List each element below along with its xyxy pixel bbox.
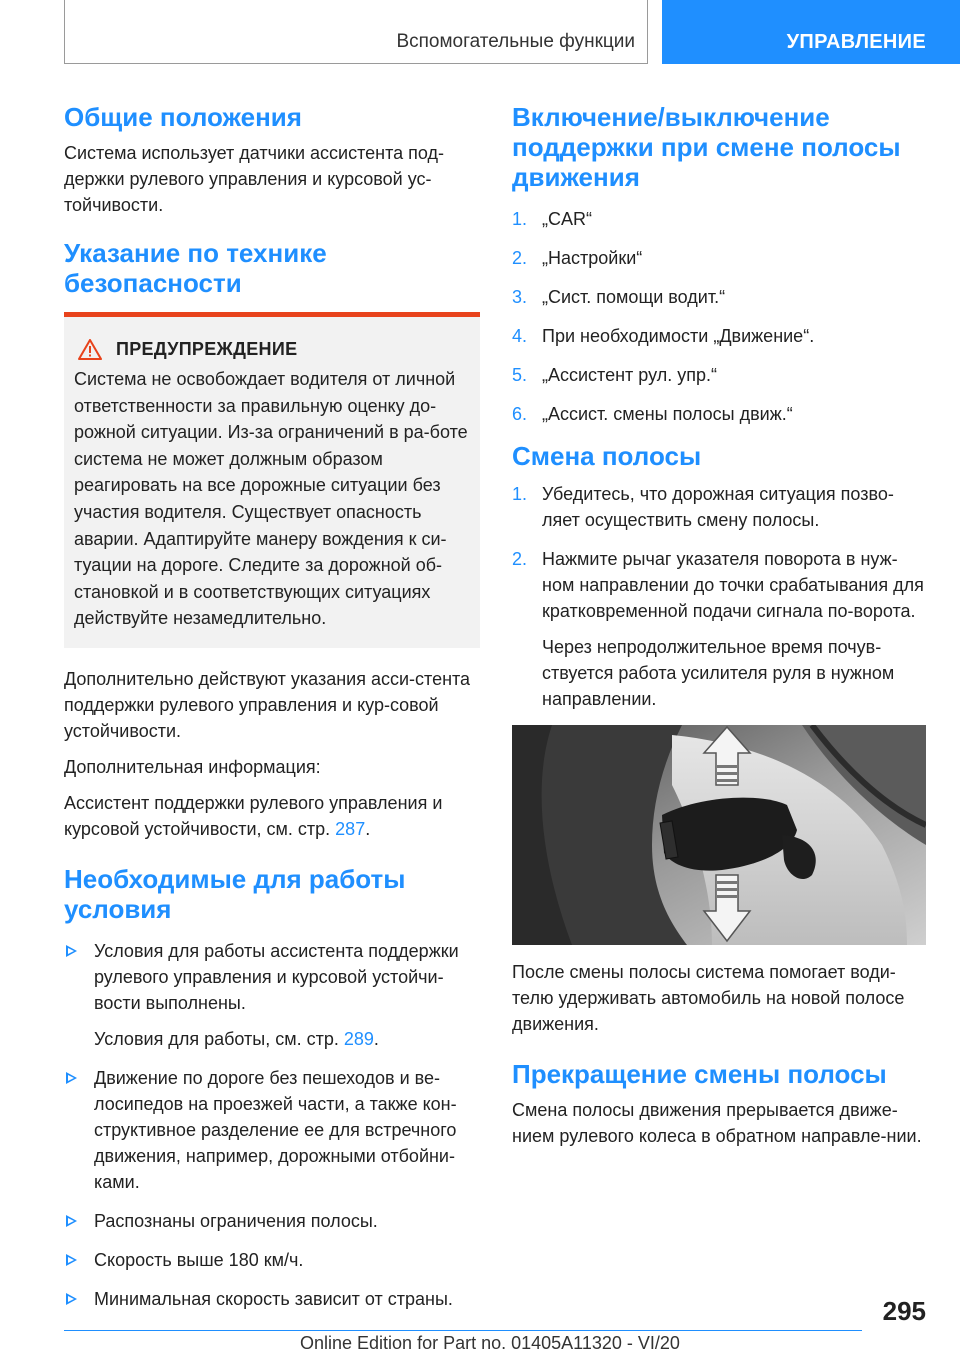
list-item xyxy=(64,1208,480,1234)
change-section xyxy=(512,441,926,1037)
step-text: При необходимости „Движение“. xyxy=(542,326,815,346)
step-number: 1. xyxy=(512,209,528,229)
requirement-text: Движение по дороге без пешеходов и ве-лосипедов на проезжей части, а также кон-структивное разделение ее для встречного движения, например, дорожными отбойни-ками. xyxy=(94,1067,457,1192)
toggle-heading: Включение/выключение поддержки при смене полосы движения xyxy=(512,102,901,192)
requirements-list xyxy=(64,938,480,1312)
toggle-steps xyxy=(512,206,926,427)
cancel-text: Смена полосы движения прерывается движе-нием рулевого колеса в обратном направле-нии. xyxy=(512,1100,922,1146)
step-number: 4. xyxy=(512,326,528,346)
requirement-text: Распознаны ограничения полосы. xyxy=(94,1210,378,1231)
warning-triangle-icon xyxy=(78,339,102,360)
bullet-triangle-icon xyxy=(66,1072,77,1084)
safety-paragraph-3 xyxy=(64,790,480,842)
step-number: 6. xyxy=(512,404,528,424)
bullet-triangle-icon xyxy=(66,945,77,957)
step-item xyxy=(512,401,926,427)
requirements-section xyxy=(64,864,480,1312)
requirement-text: Скорость выше 180 км/ч. xyxy=(94,1249,304,1270)
step-number: 2. xyxy=(512,549,528,569)
header-section-title: Вспомогательные функции xyxy=(396,31,635,52)
header-chapter-box xyxy=(662,0,960,64)
left-column xyxy=(64,102,480,1325)
bullet-triangle-icon xyxy=(66,1254,77,1266)
safety-section xyxy=(64,238,480,842)
list-item xyxy=(64,1065,480,1195)
page-link-289[interactable]: 289 xyxy=(343,1028,374,1049)
step-text: Убедитесь, что дорожная ситуация позво-ляет осуществить смену полосы. xyxy=(542,484,894,530)
step-item xyxy=(512,362,926,388)
step-note: Через непродолжительное время почув-ствуется работа усилителя руля в нужном направлении. xyxy=(542,637,895,709)
header-chapter-title: УПРАВЛЕНИЕ xyxy=(786,31,926,53)
toggle-section xyxy=(512,102,926,427)
footer-edition: Online Edition for Part no. 01405A11320 - VI/20 xyxy=(300,1333,680,1353)
step-text: „CAR“ xyxy=(542,209,592,229)
after-change-text: После смены полосы система помогает води-телю удерживать автомобиль на новой полосе движения. xyxy=(512,962,905,1034)
requirement-text: Условия для работы ассистента поддержки рулевого управления и курсовой устойчи-вости выполнены. xyxy=(94,940,459,1013)
requirements-heading: Необходимые для работы условия xyxy=(64,863,406,924)
safety-paragraph-1: Дополнительно действуют указания асси-стента поддержки рулевого управления и кур-совой устойчивости. xyxy=(64,668,471,741)
step-item xyxy=(512,546,926,712)
cancel-heading: Прекращение смены полосы xyxy=(512,1059,887,1089)
page-link-287[interactable]: 287 xyxy=(335,818,366,839)
requirement-ref-text: Условия для работы, см. стр. xyxy=(94,1028,344,1049)
step-text: „Ассистент рул. упр.“ xyxy=(542,365,717,385)
step-number: 2. xyxy=(512,248,528,268)
step-number: 5. xyxy=(512,365,528,385)
step-item xyxy=(512,245,926,271)
change-steps xyxy=(512,481,926,712)
general-heading: Общие положения xyxy=(64,102,302,132)
requirement-ref xyxy=(94,1026,480,1052)
step-number: 1. xyxy=(512,484,528,504)
header-section-box xyxy=(64,0,648,64)
safety-paragraph-2: Дополнительная информация: xyxy=(64,756,321,777)
list-item xyxy=(64,1247,480,1273)
safety-ref-end: . xyxy=(365,818,371,839)
step-text: „Ассист. смены полосы движ.“ xyxy=(542,404,793,424)
step-text: „Сист. помощи водит.“ xyxy=(542,287,726,307)
cancel-section xyxy=(512,1059,926,1149)
step-item xyxy=(512,284,926,310)
step-number: 3. xyxy=(512,287,528,307)
step-text: „Настройки“ xyxy=(542,248,643,268)
warning-title: ПРЕДУПРЕЖДЕНИЕ xyxy=(116,339,298,359)
bullet-triangle-icon xyxy=(66,1293,77,1305)
turn-signal-lever-photo xyxy=(512,725,926,945)
warning-text: Система не освобождает водителя от личной ответственности за правильную оценку до-рожной ситуации. Из-за ограничений в ра-боте система не может должным образом реагировать на все дорожные ситуации без участия водителя. Существует опасность аварии. Адаптируйте манеру вождения к си-туации на дороге. Следите за дорожной об-становкой и в соответствующих ситуациях действуйте незамедлительно. xyxy=(74,369,468,629)
step-item xyxy=(512,323,926,349)
safety-ref-text: Ассистент поддержки рулевого управления и курсовой устойчивости, см. стр. xyxy=(64,792,443,839)
bullet-triangle-icon xyxy=(66,1215,77,1227)
page-number: 295 xyxy=(882,1296,926,1326)
step-item xyxy=(512,481,926,533)
safety-heading: Указание по технике безопасности xyxy=(64,238,327,298)
list-item xyxy=(64,1286,480,1312)
warning-box xyxy=(64,312,480,648)
requirement-text: Минимальная скорость зависит от страны. xyxy=(94,1288,453,1309)
step-item xyxy=(512,206,926,232)
step-text: Нажмите рычаг указателя поворота в нуж-ном направлении до точки срабатывания для кратковременной подачи сигнала по-ворота. xyxy=(542,549,924,621)
warning-header xyxy=(74,339,470,360)
general-text: Система использует датчики ассистента под-держки рулевого управления и курсовой ус-тойчивости. xyxy=(64,143,444,215)
right-column xyxy=(512,102,926,1149)
change-heading: Смена полосы xyxy=(512,441,702,471)
general-section xyxy=(64,102,480,218)
requirement-ref-end: . xyxy=(373,1028,379,1049)
footer-divider xyxy=(64,1330,862,1331)
list-item xyxy=(64,938,480,1052)
